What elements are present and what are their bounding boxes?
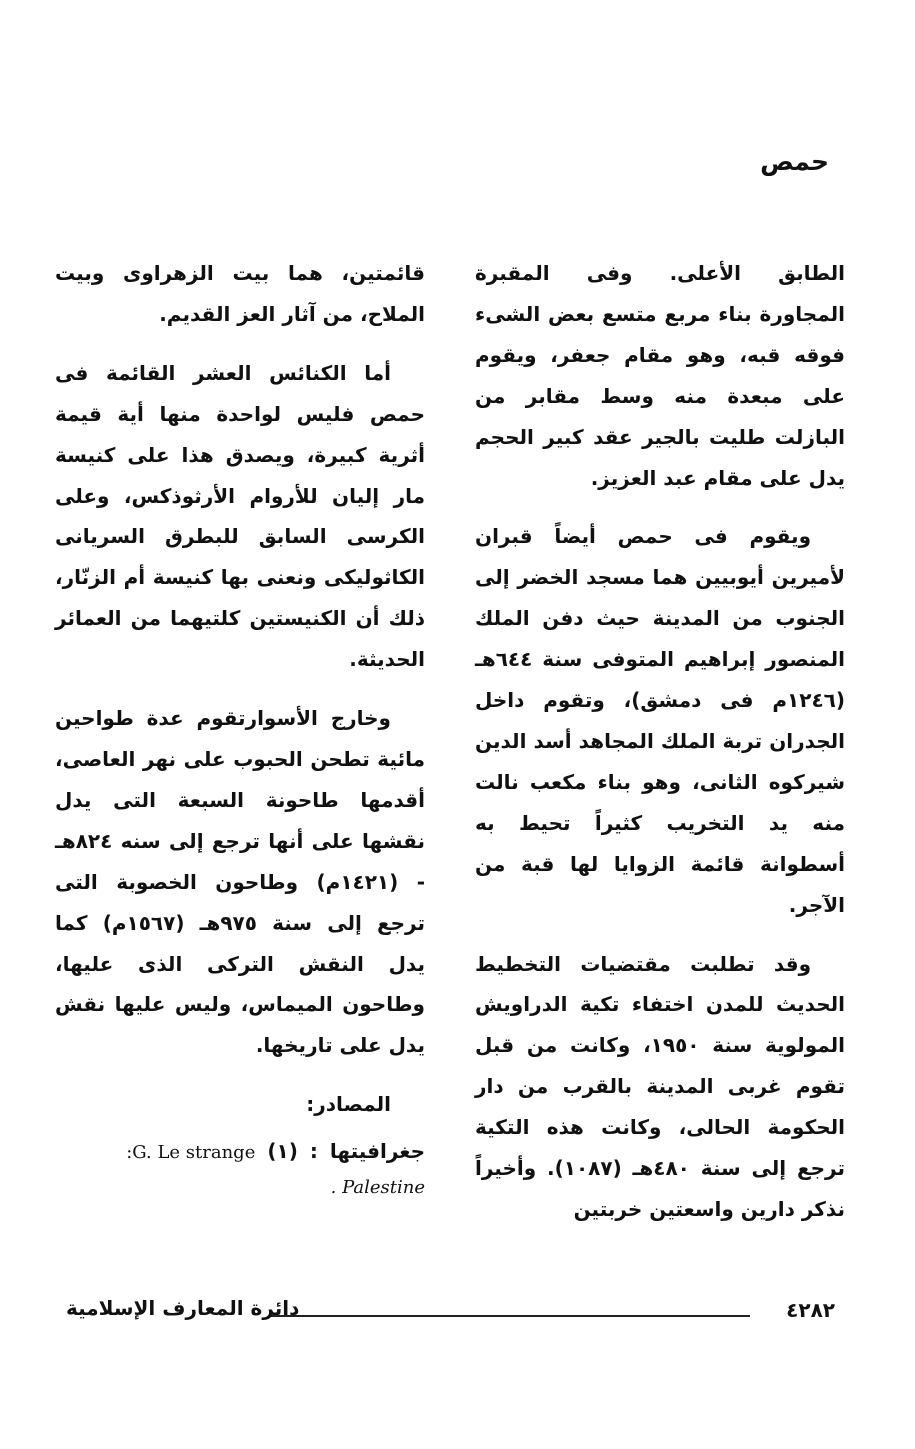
paragraph: الطابق الأعلى. وفى المقبرة المجاورة بناء مربع متسع بعض الشىء فوقه قبه، وهو مقام جعفر، ويقوم على مبعدة منه وسط مقابر من البازلت طليت بالجير عقد كبير الحجم يدل على مقام عبد العزيز. xyxy=(475,261,845,490)
paragraph: وقد تطلبت مقتضيات التخطيط الحديث للمدن اختفاء تكية الدراويش المولوية سنة ١٩٥٠، وكانت من قبل تقوم غربى المدينة بالقرب من دار الحكومة الحالى، وكانت هذه التكية ترجع إلى سنة ٤٨٠هـ (١٠٨٧). وأخيراً نذكر دارين واسعتين خربتين xyxy=(475,951,846,1221)
reference-entry xyxy=(55,1131,425,1173)
paragraph: وخارج الأسوارتقوم عدة طواحين مائية تطحن الحبوب على نهر العاصى، أقدمها طاحونة السبعة التى يدل نقشها على أنها ترجع إلى سنه ٨٢٤هـ - (١٤٢١م) وطاحون الخصوبة التى ترجع إلى سنة ٩٧٥هـ (١٥٦٧م) كما يدل النقش التركى الذى عليها، وطاحون الميماس، وليس عليها نقش يدل على تاريخها. xyxy=(55,706,426,1058)
publication-title: دائرة المعارف الإسلامية xyxy=(66,1296,300,1320)
reference-title: . Palestine xyxy=(330,1177,425,1199)
reference-label: جغرافيتها xyxy=(329,1139,425,1164)
paragraph: أما الكنائس العشر القائمة فى حمص فليس لواحدة منها أية قيمة أثرية كبيرة، ويصدق هذا على كنيسة مار إليان للأروام الأرثوذكس، وعلى الكرسى السابق للبطرق السريانى الكاثوليكى ونعنى بها كنيسة أم الزنّار، ذلك أن الكنيستين كلتيهما من العمائر الحديثة. xyxy=(55,360,425,672)
right-text-column xyxy=(475,253,845,1248)
reference-number: (١) xyxy=(267,1139,298,1164)
reference-separator: : xyxy=(309,1139,318,1164)
sources-heading: المصادر: xyxy=(306,1092,391,1117)
running-head-title: حمص xyxy=(760,147,829,176)
reference-author: :G. Le strange xyxy=(126,1142,256,1164)
left-text-column xyxy=(55,253,425,1203)
paragraph: قائمتين، هما بيت الزهراوى وبيت الملاح، من آثار العز القديم. xyxy=(55,261,425,326)
page-number: ٤٢٨٢ xyxy=(786,1298,835,1322)
footer-rule xyxy=(270,1315,750,1317)
paragraph: ويقوم فى حمص أيضاً قبران لأميرين أيوبيين هما مسجد الخضر إلى الجنوب من المدينة حيث دفن الملك المنصور إبراهيم المتوفى سنة ٦٤٤هـ (١٢٤٦م فى دمشق)، وتقوم داخل الجدران تربة الملك المجاهد أسد الدين شيركوه الثانى، وهو بناء مكعب نالت منه يد التخريب كثيراً تحيط به أسطوانة قائمة الزوايا لها قبة من الآجر. xyxy=(475,524,845,917)
